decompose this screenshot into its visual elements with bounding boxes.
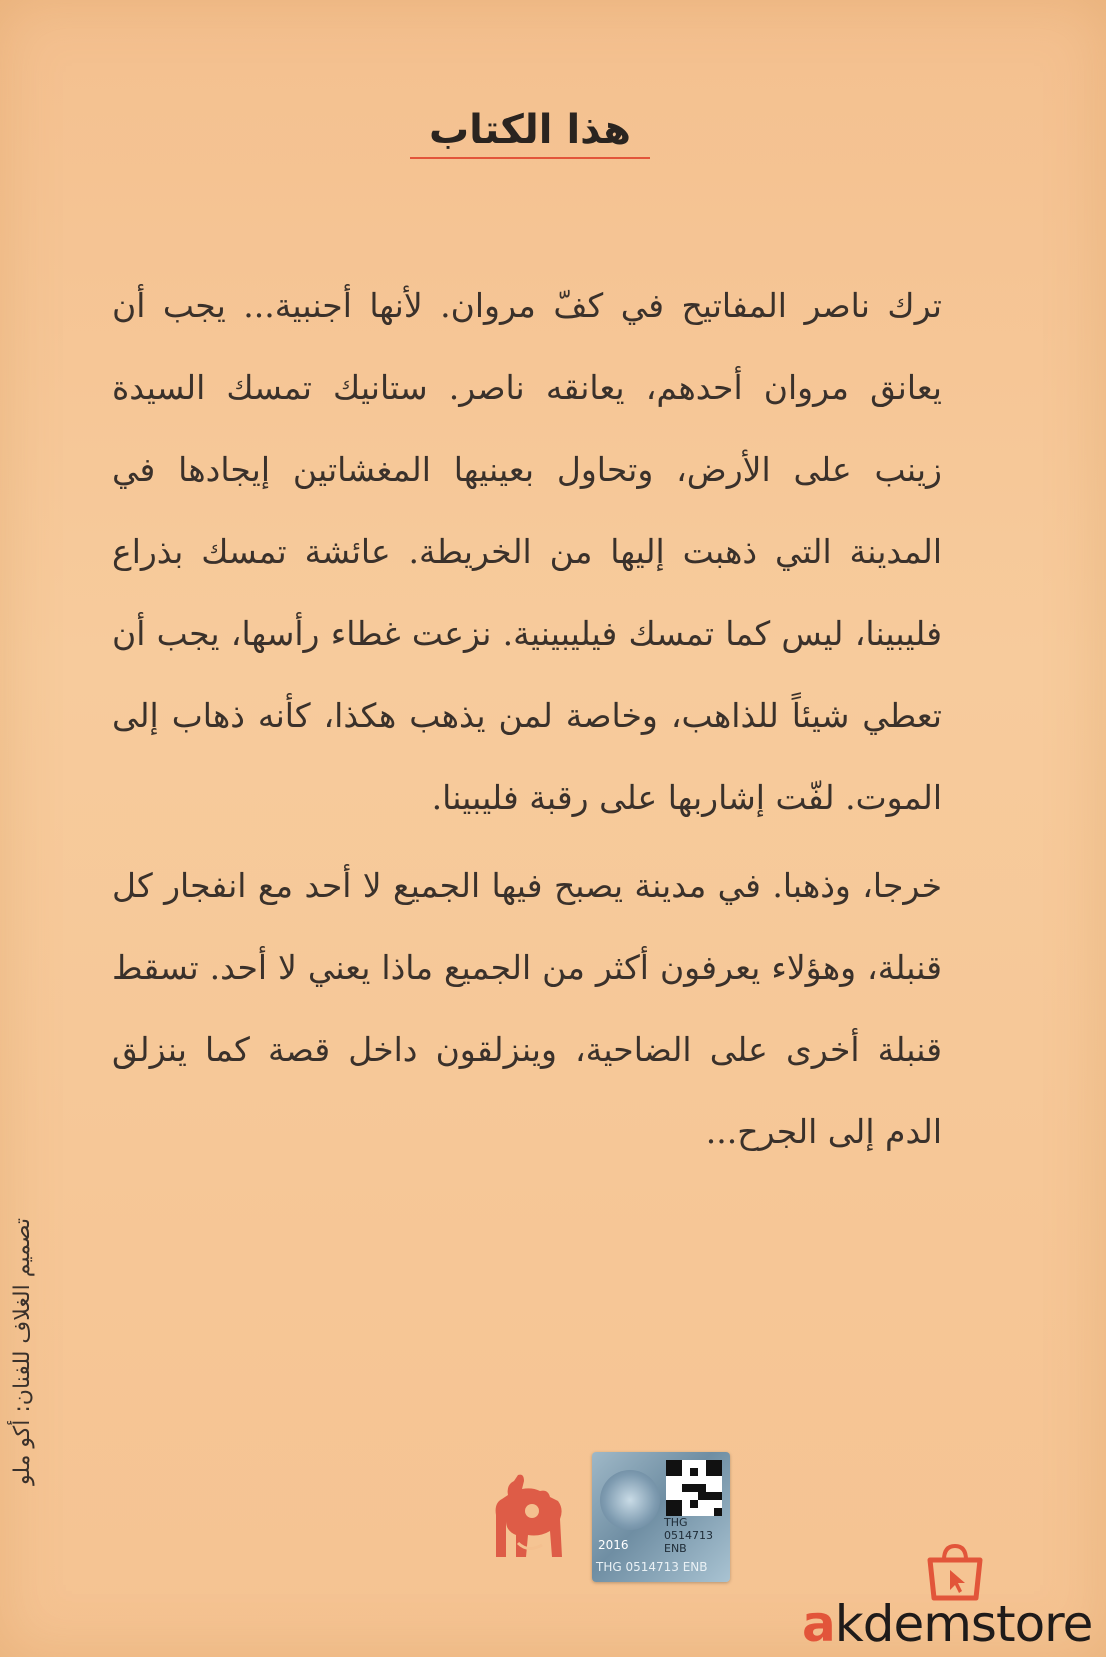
page-title: هذا الكتاب	[428, 106, 631, 153]
cover-design-credit: تصميم الغلاف للفنان: أكو ملو	[10, 1218, 35, 1485]
sticker-code	[664, 1516, 713, 1555]
blurb-paragraph-2: خرجا، وذهبا. في مدينة يصبح فيها الجميع لا أحد مع انفجار كل قنبلة، وهؤلاء يعرفون أكثر من الجميع ماذا يعني لا أحد. تسقط قنبلة أخرى على الضاحية، وينزلقون داخل قصة كما ينزلق الدم إلى الجرح...	[112, 866, 942, 1151]
sticker-code-line: 0514713	[664, 1529, 713, 1542]
store-watermark-initial: a	[802, 1595, 835, 1653]
blurb-paragraph-1: ترك ناصر المفاتيح في كفّ مروان. لأنها أجنبية... يجب أن يعانق مروان أحدهم، يعانقه ناصر. ستانيك تمسك السيدة زينب على الأرض، وتحاول بعينيها المغشاتين إيجادها في المدينة التي ذهبت إليها من الخريطة. عائشة تمسك بذراع فليبينا، ليس كما تمسك فيليبينية. نزعت غطاء رأسها، يجب أن تعطي شيئاً للذاهب، وخاصة لمن يذهب هكذا، كأنه ذهاب إلى الموت. لفّت إشاربها على رقبة فليبينا.	[112, 286, 942, 817]
security-sticker	[592, 1452, 730, 1582]
store-watermark	[802, 1594, 1102, 1654]
qr-code-icon	[666, 1460, 722, 1516]
camel-rider-stamp-icon	[488, 1465, 570, 1565]
sticker-code-line: ENB	[664, 1542, 687, 1555]
store-watermark-rest: kdemstore	[834, 1595, 1093, 1653]
hologram-seal-icon	[600, 1470, 660, 1530]
sticker-year: 2016	[598, 1538, 629, 1552]
gift-bag-cursor-icon	[922, 1540, 988, 1602]
sticker-code-line: THG	[664, 1516, 688, 1529]
sticker-stripe-text: THG 0514713 ENB	[596, 1560, 708, 1574]
book-blurb	[112, 265, 942, 1173]
title-underline	[410, 157, 650, 159]
